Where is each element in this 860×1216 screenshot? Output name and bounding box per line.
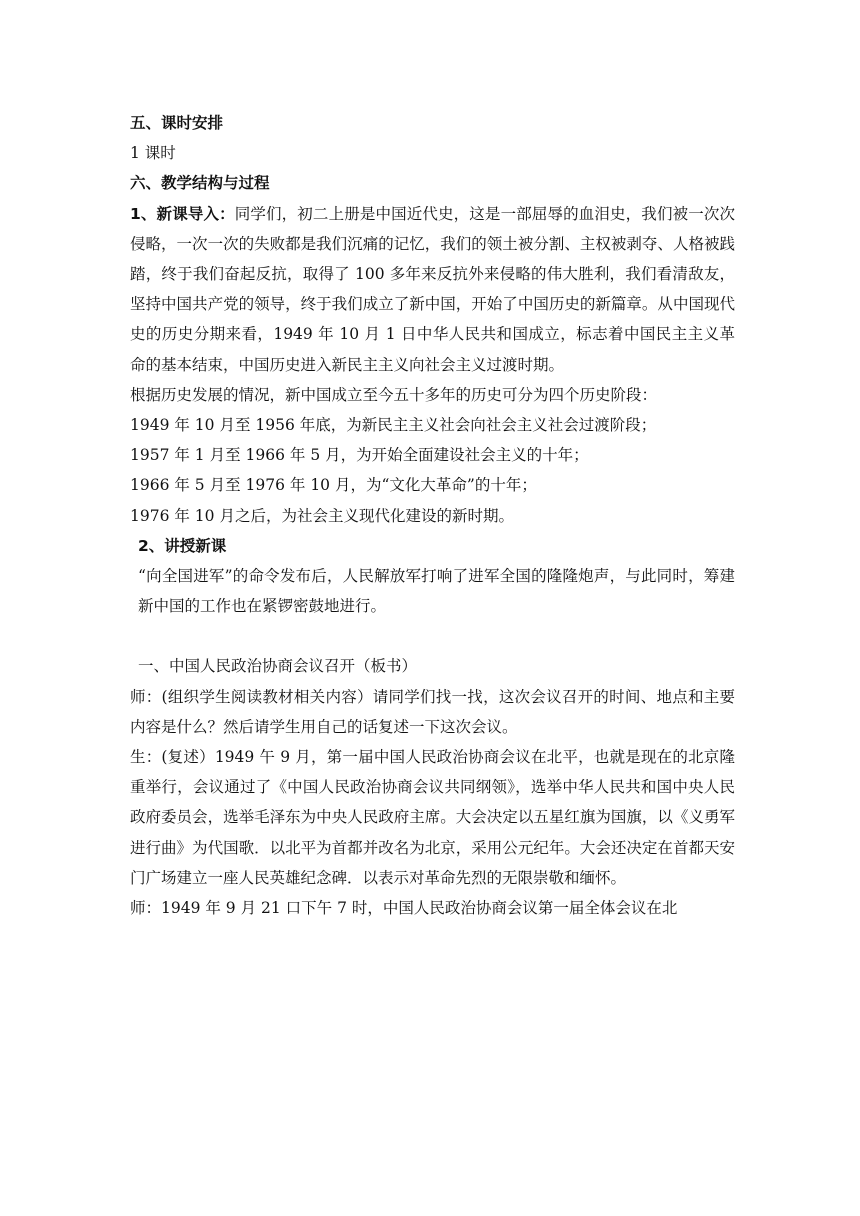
stage-item: 1976 年 10 月之后，为社会主义现代化建设的新时期。 — [130, 506, 514, 525]
schedule-text: 1 课时 — [130, 144, 176, 163]
teacher-narration: 师：1949 年 9 月 21 口下午 7 时，中国人民政治协商会议第一届全体会议在北 — [130, 899, 678, 918]
stage-item: 1966 年 5 月至 1976 年 10 月，为“文化大革命”的十年； — [130, 476, 537, 495]
stage-item: 1949 年 10 月至 1956 年底，为新民主主义社会向社会主义社会过渡阶段； — [130, 416, 657, 435]
lecture-text: “向全国进军”的命令发布后，人民解放军打响了进军全国的隆隆炮声，与此同时，筹建新中国的工作也在紧锣密鼓地进行。 — [138, 567, 735, 616]
part1-heading: 一、中国人民政治协商会议召开（板书） — [138, 657, 418, 676]
intro-paragraph — [130, 199, 735, 380]
section-heading-structure: 六、教学结构与过程 — [130, 174, 270, 193]
lecture-heading: 2、讲授新课 — [138, 536, 227, 555]
stage-item: 1957 年 1 月至 1966 年 5 月，为开始全面建设社会主义的十年； — [130, 446, 589, 465]
stages-intro: 根据历史发展的情况，新中国成立至今五十多年的历史可分为四个历史阶段： — [130, 385, 658, 404]
intro-label: 1、新课导入： — [130, 204, 235, 223]
blank-line — [130, 621, 735, 651]
intro-text: 同学们，初二上册是中国近代史，这是一部屈辱的血泪史，我们被一次次侵略，一次一次的失败都是我们沉痛的记忆，我们的领土被分割、主权被剥夺、人格被践踏，终于我们奋起反抗，取得了 100 多年来反抗外来侵略的伟大胜利，我们看清敌友，坚持中国共产党的领导，终于我们成立了新中国，开始了中国历史的新篇章。从中国现代史的历史分期来看，1949 年 10 月 1 日中华人民共和国成立，标志着中国民主主义革命的基本结束，中国历史进入新民主主义向社会主义过渡时期。 — [130, 204, 735, 374]
student-answer: 生：(复述）1949 午 9 月，第一届中国人民政治协商会议在北平，也就是现在的北京隆重举行，会议通过了《中国人民政治协商会议共同纲领》，选举中华人民共和国中央人民政府委员会，选举毛泽东为中央人民政府主席。大会决定以五星红旗为国旗，以《义勇军进行曲》为代国歌．以北平为首都并改名为北京，采用公元纪年。大会还决定在首都天安门广场建立一座人民英雄纪念碑．以表示对革命先烈的无限崇敬和缅怀。 — [130, 748, 735, 887]
section-heading-schedule: 五、课时安排 — [130, 114, 224, 132]
teacher-question: 师：(组织学生阅读教材相关内容）请同学们找一找，这次会议召开的时间、地点和主要内容是什么？然后请学生用自己的话复述一下这次会议。 — [130, 687, 735, 736]
document-body — [130, 108, 735, 923]
